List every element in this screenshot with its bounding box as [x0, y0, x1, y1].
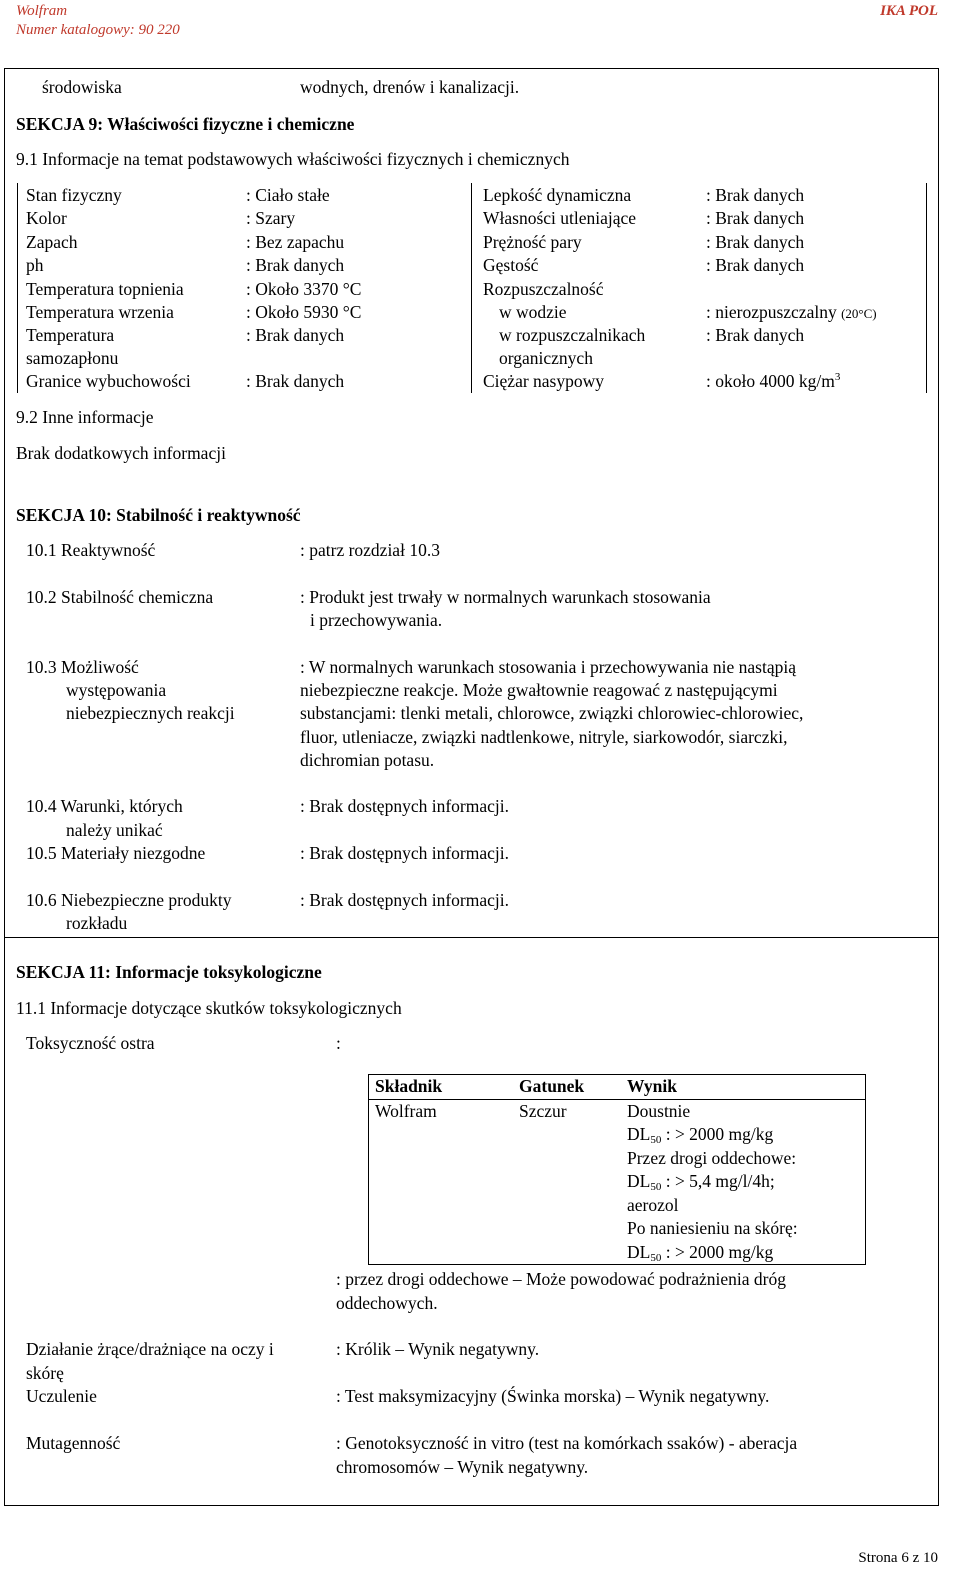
prop-label: Stan fizyczny [26, 185, 122, 205]
prop-label: ph [26, 255, 44, 275]
hazard-reactions-value: substancjami: tlenki metali, chlorowce, związki chlorowiec-chlorowiec, [300, 703, 804, 723]
irritation-label: Działanie żrące/drażniące na oczy i [26, 1339, 274, 1359]
prop-label: Prężność pary [483, 232, 582, 252]
prop-label: organicznych [499, 348, 593, 368]
section-9-2-text: Brak dodatkowych informacji [16, 443, 226, 463]
props-right-border [926, 183, 927, 393]
prop-label: Ciężar nasypowy [483, 371, 605, 391]
bottom-rule [4, 1505, 939, 1506]
prop-value: : Około 3370 °C [246, 279, 362, 299]
prop-label: samozapłonu [26, 348, 119, 368]
prop-value: : nierozpuszczalny (20°C) [706, 302, 877, 322]
stability-label: 10.2 Stabilność chemiczna [26, 587, 214, 607]
prop-value: : Brak danych [706, 208, 805, 228]
prop-value: : Brak danych [706, 232, 805, 252]
table-cell: Szczur [519, 1100, 567, 1121]
result-line: $DL_{50}$ : > 2000 mg/kg [627, 1124, 774, 1146]
prop-label: w rozpuszczalnikach [499, 325, 646, 345]
left-border [4, 937, 5, 1506]
reactivity-label: 10.1 Reaktywność [26, 540, 156, 560]
table-header-row [369, 1075, 866, 1100]
section-10-title: SEKCJA 10: Stabilność i reaktywność [16, 505, 301, 525]
table-cell-results [621, 1099, 866, 1265]
decomposition-label: 10.6 Niebezpieczne produkty [26, 890, 232, 910]
prop-label: Temperatura topnienia [26, 279, 184, 299]
top-rule [4, 68, 939, 69]
conditions-label: należy unikać [66, 820, 163, 840]
hazard-reactions-value: niebezpieczne reakcje. Może gwałtownie reagować z następującymi [300, 680, 778, 700]
column-header: Wynik [621, 1075, 866, 1100]
top-right-text: wodnych, drenów i kanalizacji. [300, 77, 520, 97]
superscript: 3 [834, 371, 841, 383]
subscript: 50 [650, 1181, 662, 1193]
prop-value: : Brak danych [246, 255, 345, 275]
section-9-1-title: 9.1 Informacje na temat podstawowych właściwości fizycznych i chemicznych [16, 149, 570, 169]
hazard-reactions-value: fluor, utleniacze, związki nadtlenkowe, nitryle, siarkowodór, siarczki, [300, 727, 788, 747]
table-cell: Wolfram [375, 1100, 437, 1121]
subscript: 50 [650, 1134, 662, 1146]
toxicity-table [368, 1074, 866, 1265]
top-left-text: środowiska [42, 77, 122, 97]
prop-label: Własności utleniające [483, 208, 637, 228]
header-title: Wolfram [16, 3, 68, 19]
prop-label: Gęstość [483, 255, 539, 275]
hazard-reactions-label: niebezpiecznych reakcji [66, 703, 235, 723]
hazard-reactions-label: 10.3 Możliwość [26, 657, 139, 677]
prop-value: : Około 5930 °C [246, 302, 362, 322]
acute-toxicity-label: Toksyczność ostra [26, 1033, 155, 1053]
mutagenicity-label: Mutagenność [26, 1433, 121, 1453]
right-border [938, 68, 939, 938]
stability-value: : Produkt jest trwały w normalnych warunkach stosowania [300, 587, 711, 607]
prop-label: Zapach [26, 232, 78, 252]
section-11-1-title: 11.1 Informacje dotyczące skutków toksykologicznych [16, 998, 402, 1018]
header-company: IKA POL [880, 3, 938, 19]
prop-value: : Brak danych [706, 255, 805, 275]
prop-value: : Szary [246, 208, 296, 228]
section-9-2-title: 9.2 Inne informacje [16, 407, 154, 427]
stability-value: i przechowywania. [310, 610, 443, 630]
prop-value: : Brak danych [706, 325, 805, 345]
prop-label: w wodzie [499, 302, 567, 322]
prop-label: Granice wybuchowości [26, 371, 191, 391]
hazard-reactions-value: : W normalnych warunkach stosowania i przechowywania nie nastąpią [300, 657, 796, 677]
irritation-value: : Królik – Wynik negatywny. [336, 1339, 540, 1359]
table-row [369, 1099, 866, 1265]
hazard-reactions-label: występowania [66, 680, 167, 700]
temperature-note: (20°C) [841, 306, 877, 321]
result-line: aerozol [627, 1194, 679, 1215]
result-line: $DL_{50}$ : > 5,4 mg/l/4h; [627, 1171, 775, 1193]
inhalation-text: oddechowych. [336, 1293, 438, 1313]
prop-label: Kolor [26, 208, 67, 228]
result-line: Przez drogi oddechowe: [627, 1147, 797, 1168]
irritation-label: skórę [26, 1363, 64, 1383]
sensitization-label: Uczulenie [26, 1386, 97, 1406]
hazard-reactions-value: dichromian potasu. [300, 750, 435, 770]
result-line: Po naniesieniu na skórę: [627, 1218, 798, 1238]
prop-value: : około 4000 $kg/m^3$ [706, 371, 841, 391]
prop-label: Rozpuszczalność [483, 279, 604, 299]
reactivity-value: : patrz rozdział 10.3 [300, 540, 440, 560]
decomposition-value: : Brak dostępnych informacji. [300, 890, 509, 910]
mutagenicity-value: chromosomów – Wynik negatywny. [336, 1457, 589, 1477]
column-header: Składnik [369, 1075, 514, 1100]
prop-label: Temperatura [26, 325, 115, 345]
section-10-bottom-rule [4, 937, 939, 938]
conditions-value: : Brak dostępnych informacji. [300, 796, 509, 816]
left-border [4, 68, 5, 938]
mutagenicity-value: : Genotoksyczność in vitro (test na komórkach ssaków) - aberacja [336, 1433, 798, 1453]
result-line: $DL_{50}$ : > 2000 mg/kg [627, 1241, 774, 1264]
subscript: 50 [650, 1251, 662, 1264]
header-catalog: Numer katalogowy: 90 220 [16, 22, 180, 38]
incompatible-label: 10.5 Materiały niezgodne [26, 843, 206, 863]
conditions-label: 10.4 Warunki, których [26, 796, 183, 816]
props-mid-border [471, 183, 472, 393]
page-number: Strona 6 z 10 [858, 1550, 938, 1566]
result-line: Doustnie [627, 1100, 691, 1121]
prop-value: : Ciało stałe [246, 185, 330, 205]
props-left-border [17, 183, 18, 393]
inhalation-text: : przez drogi oddechowe – Może powodować podrażnienia dróg [336, 1269, 786, 1289]
column-header: Gatunek [513, 1075, 621, 1100]
prop-value: : Brak danych [246, 325, 345, 345]
section-11-title: SEKCJA 11: Informacje toksykologiczne [16, 962, 322, 982]
right-border [938, 937, 939, 1506]
prop-label: Lepkość dynamiczna [483, 185, 632, 205]
incompatible-value: : Brak dostępnych informacji. [300, 843, 509, 863]
prop-value: : Brak danych [706, 185, 805, 205]
prop-label: Temperatura wrzenia [26, 302, 174, 322]
decomposition-label: rozkładu [66, 913, 128, 933]
acute-toxicity-colon: : [336, 1033, 341, 1053]
sensitization-value: : Test maksymizacyjny (Świnka morska) – Wynik negatywny. [336, 1386, 770, 1406]
prop-value: : Brak danych [246, 371, 345, 391]
prop-value: : Bez zapachu [246, 232, 345, 252]
section-9-title: SEKCJA 9: Właściwości fizyczne i chemiczne [16, 114, 355, 134]
